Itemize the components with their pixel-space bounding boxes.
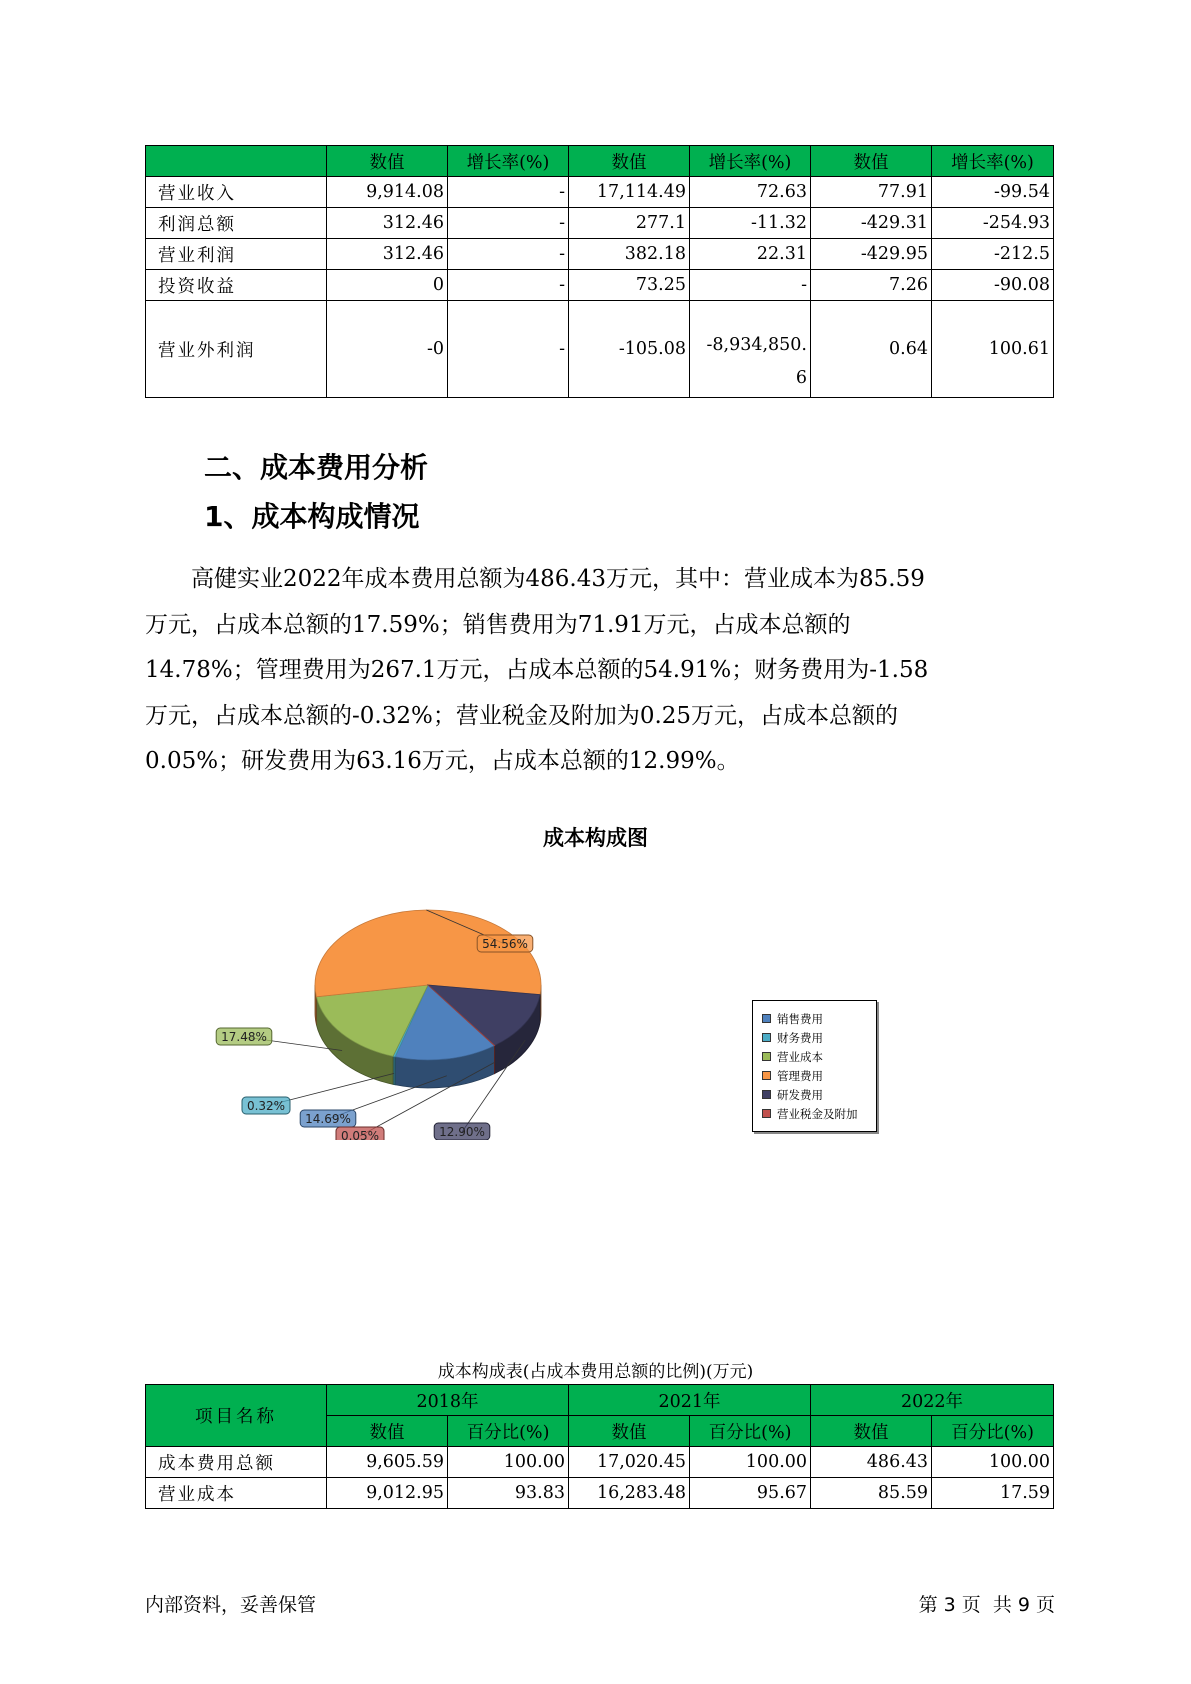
table-cell: 100.61	[932, 301, 1054, 398]
pie-slice	[315, 910, 541, 997]
table-row	[146, 270, 1054, 301]
legend-item	[762, 1009, 876, 1028]
row-label: 营业外利润	[146, 301, 327, 398]
paragraph-line: 高健实业2022年成本费用总额为486.43万元，其中：营业成本为85.59	[145, 566, 925, 592]
legend-label: 营业税金及附加	[777, 1106, 858, 1121]
table-cell: -8,934,850. 6	[690, 301, 811, 398]
table-cell: -99.54	[932, 177, 1054, 208]
paragraph-line: 万元，占成本总额的17.59%；销售费用为71.91万元，占成本总额的	[145, 611, 851, 638]
table-cell: 382.18	[569, 239, 690, 270]
pie-data-label: 14.69%	[305, 1112, 351, 1126]
legend-label: 营业成本	[777, 1049, 823, 1064]
body-paragraph	[145, 557, 1065, 785]
table-cell: 9,914.08	[327, 177, 448, 208]
table-cell: 277.1	[569, 208, 690, 239]
table-cell: 17,020.45	[569, 1447, 690, 1478]
table-cell: 312.46	[327, 239, 448, 270]
header-cell: 数值	[569, 146, 690, 177]
table-row	[146, 208, 1054, 239]
table-cell: 0.64	[811, 301, 932, 398]
header-cell: 数值	[569, 1416, 690, 1447]
chart-title: 成本构成图	[543, 826, 648, 850]
cost-pie-chart	[200, 880, 620, 1140]
table-cell: -11.32	[690, 208, 811, 239]
table-cell: -429.31	[811, 208, 932, 239]
table-cell: -429.95	[811, 239, 932, 270]
table-row	[146, 177, 1054, 208]
table-cell: 9,012.95	[327, 1478, 448, 1509]
table-cell: -90.08	[932, 270, 1054, 301]
legend-item	[762, 1066, 876, 1085]
footer-confidential-note: 内部资料，妥善保管	[145, 1594, 317, 1616]
year-header: 2021年	[569, 1385, 811, 1416]
table-cell: -	[690, 270, 811, 301]
table-cell: -	[448, 208, 569, 239]
pie-data-label: 12.90%	[439, 1125, 485, 1139]
table-cell: 93.83	[448, 1478, 569, 1509]
header-cell: 增长率(%)	[448, 146, 569, 177]
table-cell: -0	[327, 301, 448, 398]
section-heading: 二、成本费用分析	[204, 451, 429, 484]
table-cell: 100.00	[690, 1447, 811, 1478]
pie-data-label: 0.05%	[340, 1129, 380, 1140]
row-label: 利润总额	[146, 208, 327, 239]
header-cell: 百分比(%)	[448, 1416, 569, 1447]
pie-data-label: 17.48%	[221, 1030, 267, 1044]
table-cell: 7.26	[811, 270, 932, 301]
year-header: 2022年	[811, 1385, 1054, 1416]
table-cell: 72.63	[690, 177, 811, 208]
table-cell: -105.08	[569, 301, 690, 398]
legend-label: 研发费用	[777, 1087, 823, 1102]
paragraph-line: 万元，占成本总额的-0.32%；营业税金及附加为0.25万元，占成本总额的	[145, 702, 899, 729]
table-cell: -212.5	[932, 239, 1054, 270]
header-cell: 数值	[327, 1416, 448, 1447]
legend-swatch	[762, 1052, 771, 1061]
legend-item	[762, 1047, 876, 1066]
cost-structure-table	[145, 1384, 1054, 1509]
table-cell: 95.67	[690, 1478, 811, 1509]
table-row	[146, 1447, 1054, 1478]
legend-swatch	[762, 1071, 771, 1080]
row-label: 投资收益	[146, 270, 327, 301]
table-cell: 100.00	[932, 1447, 1054, 1478]
financial-summary-table	[145, 145, 1054, 398]
table-cell: -	[448, 301, 569, 398]
table-row	[146, 301, 1054, 398]
header-cell: 数值	[811, 146, 932, 177]
row-label: 成本费用总额	[146, 1447, 327, 1478]
table-cell: 16,283.48	[569, 1478, 690, 1509]
header-cell: 增长率(%)	[690, 146, 811, 177]
table-cell: -	[448, 177, 569, 208]
table-row	[146, 239, 1054, 270]
legend-label: 财务费用	[777, 1030, 823, 1045]
row-label: 营业成本	[146, 1478, 327, 1509]
table-cell: -254.93	[932, 208, 1054, 239]
pie-data-label: 54.56%	[482, 937, 528, 951]
table-cell: 17.59	[932, 1478, 1054, 1509]
row-label: 营业利润	[146, 239, 327, 270]
table-cell: 0	[327, 270, 448, 301]
table-cell: 100.00	[448, 1447, 569, 1478]
legend-swatch	[762, 1109, 771, 1118]
table-cell: 77.91	[811, 177, 932, 208]
table-cell: 312.46	[327, 208, 448, 239]
row-label: 营业收入	[146, 177, 327, 208]
pie-data-label: 0.32%	[246, 1099, 286, 1113]
table-cell: 22.31	[690, 239, 811, 270]
legend-label: 销售费用	[777, 1011, 823, 1026]
subsection-heading: 1、成本构成情况	[204, 500, 420, 533]
header-cell: 数值	[811, 1416, 932, 1447]
paragraph-line: 0.05%；研发费用为63.16万元，占成本总额的12.99%。	[145, 748, 740, 774]
page-number: 第 3 页 共 9 页	[918, 1594, 1055, 1616]
header-cell: 百分比(%)	[690, 1416, 811, 1447]
legend-item	[762, 1085, 876, 1104]
table-header-row	[146, 146, 1054, 177]
header-cell: 数值	[327, 146, 448, 177]
legend-swatch	[762, 1090, 771, 1099]
legend-swatch	[762, 1014, 771, 1023]
table-cell: 17,114.49	[569, 177, 690, 208]
year-header: 2018年	[327, 1385, 569, 1416]
table-cell: 73.25	[569, 270, 690, 301]
table-caption: 成本构成表(占成本费用总额的比例)(万元)	[437, 1362, 754, 1382]
header-cell: 项目名称	[146, 1385, 327, 1447]
header-cell: 百分比(%)	[932, 1416, 1054, 1447]
table-row	[146, 1478, 1054, 1509]
table-cell: 9,605.59	[327, 1447, 448, 1478]
legend-label: 管理费用	[777, 1068, 823, 1083]
legend-swatch	[762, 1033, 771, 1042]
header-cell	[146, 146, 327, 177]
legend-item	[762, 1028, 876, 1047]
header-cell: 增长率(%)	[932, 146, 1054, 177]
table-cell: -	[448, 270, 569, 301]
table-cell: -	[448, 239, 569, 270]
chart-legend	[752, 1000, 877, 1132]
table-header-row	[146, 1385, 1054, 1416]
legend-item	[762, 1104, 876, 1123]
table-cell: 85.59	[811, 1478, 932, 1509]
table-cell: 486.43	[811, 1447, 932, 1478]
paragraph-line: 14.78%；管理费用为267.1万元，占成本总额的54.91%；财务费用为-1.58	[145, 657, 929, 683]
